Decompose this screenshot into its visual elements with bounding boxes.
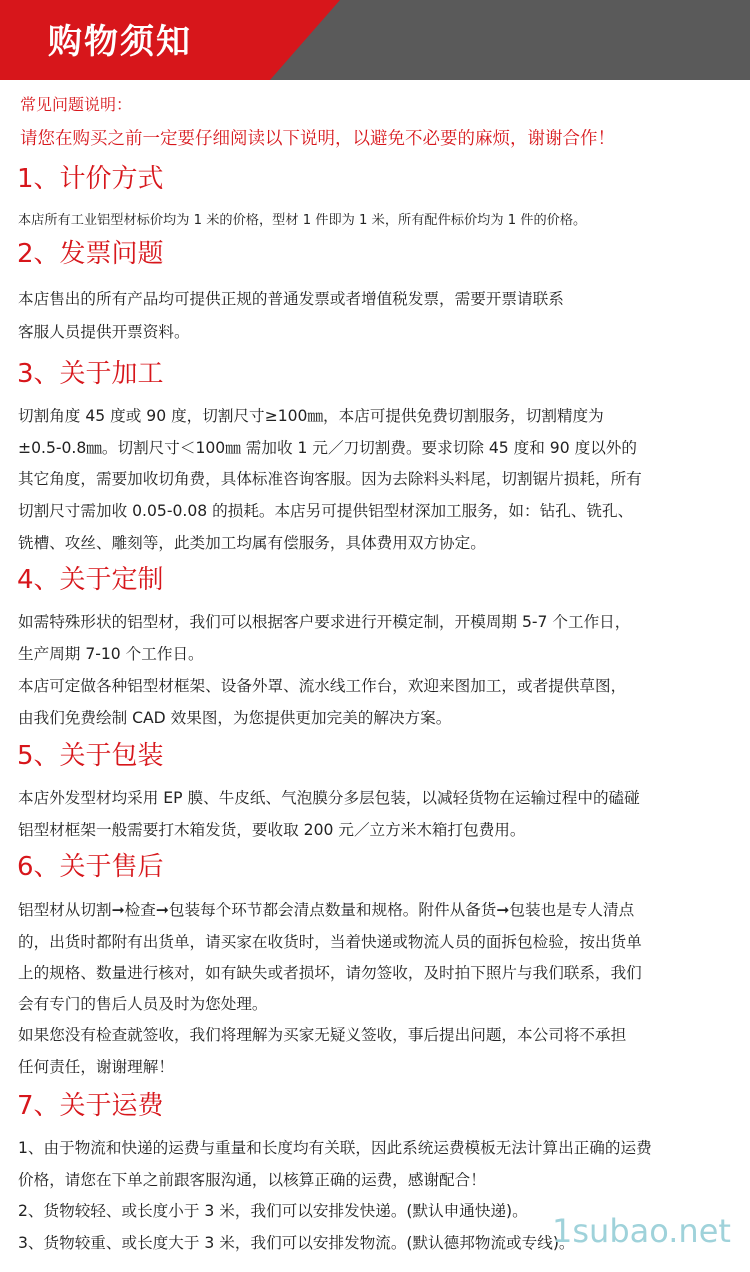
section-text-line: 2、货物较轻、或长度小于 3 米，我们可以安排发快递。(默认申通快递)。 xyxy=(18,1202,528,1220)
site-watermark: 1subao.net xyxy=(552,1212,731,1250)
faq-intro-label: 常见问题说明： xyxy=(20,95,133,114)
section-text-line: 铝型材从切割➞检查➞包装每个环节都会清点数量和规格。附件从备货➞包装也是专人清点 xyxy=(18,901,635,919)
reading-notice: 请您在购买之前一定要仔细阅读以下说明，以避免不必要的麻烦，谢谢合作！ xyxy=(20,129,615,149)
section-heading-packaging: 5、关于包装 xyxy=(17,741,164,771)
section-text-line: 价格，请您在下单之前跟客服沟通，以核算正确的运费，感谢配合！ xyxy=(18,1171,486,1189)
section-text-line: 会有专门的售后人员及时为您处理。 xyxy=(18,995,268,1013)
page-title: 购物须知 xyxy=(48,22,192,62)
section-text-line: 本店可定做各种铝型材框架、设备外罩、流水线工作台，欢迎来图加工，或者提供草图， xyxy=(18,677,627,695)
section-text-line: 切割角度 45 度或 90 度，切割尺寸≥100㎜，本店可提供免费切割服务，切割精度为 xyxy=(18,407,604,425)
section-text-line: ±0.5-0.8㎜。切割尺寸＜100㎜ 需加收 1 元／刀切割费。要求切除 45 度和 90 度以外的 xyxy=(18,439,637,457)
section-heading-customization: 4、关于定制 xyxy=(17,565,164,595)
section-text-line: 1、由于物流和快递的运费与重量和长度均有关联，因此系统运费模板无法计算出正确的运费 xyxy=(18,1139,652,1157)
section-text-line: 切割尺寸需加收 0.05-0.08 的损耗。本店另可提供铝型材深加工服务，如：钻孔、铣孔、 xyxy=(18,502,634,520)
section-heading-shipping: 7、关于运费 xyxy=(17,1091,164,1121)
section-text-line: 如果您没有检查就签收，我们将理解为买家无疑义签收，事后提出问题，本公司将不承担 xyxy=(18,1026,627,1044)
section-text-line: 客服人员提供开票资料。 xyxy=(18,323,190,341)
section-text-line: 本店所有工业铝型材标价均为 1 米的价格，型材 1 件即为 1 米，所有配件标价均为 1 件的价格。 xyxy=(18,213,587,228)
section-text-line: 铣槽、攻丝、雕刻等，此类加工均属有偿服务，具体费用双方协定。 xyxy=(18,534,486,552)
section-text-line: 的，出货时都附有出货单，请买家在收货时，当着快递或物流人员的面拆包检验，按出货单 xyxy=(18,933,642,951)
section-text-line: 本店外发型材均采用 EP 膜、牛皮纸、气泡膜分多层包装，以减轻货物在运输过程中的磕碰 xyxy=(18,789,640,807)
section-text-line: 3、货物较重、或长度大于 3 米，我们可以安排发物流。(默认德邦物流或专线)。 xyxy=(18,1234,575,1252)
section-text-line: 任何责任，谢谢理解！ xyxy=(18,1058,174,1076)
section-text-line: 上的规格、数量进行核对，如有缺失或者损坏，请勿签收，及时拍下照片与我们联系，我们 xyxy=(18,964,642,982)
section-text-line: 由我们免费绘制 CAD 效果图，为您提供更加完美的解决方案。 xyxy=(18,709,452,727)
section-text-line: 如需特殊形状的铝型材，我们可以根据客户要求进行开模定制，开模周期 5-7 个工作日， xyxy=(18,613,631,631)
section-heading-processing: 3、关于加工 xyxy=(17,359,164,389)
section-text-line: 本店售出的所有产品均可提供正规的普通发票或者增值税发票，需要开票请联系 xyxy=(18,290,564,308)
section-text-line: 其它角度，需要加收切角费，具体标准咨询客服。因为去除料头料尾，切割锯片损耗，所有 xyxy=(18,470,642,488)
section-heading-after-sales: 6、关于售后 xyxy=(17,852,164,882)
section-text-line: 铝型材框架一般需要打木箱发货，要收取 200 元／立方米木箱打包费用。 xyxy=(18,821,526,839)
section-text-line: 生产周期 7-10 个工作日。 xyxy=(18,645,204,663)
section-heading-pricing: 1、计价方式 xyxy=(17,164,164,194)
section-heading-invoice: 2、发票问题 xyxy=(17,239,164,269)
header-banner xyxy=(0,0,750,80)
